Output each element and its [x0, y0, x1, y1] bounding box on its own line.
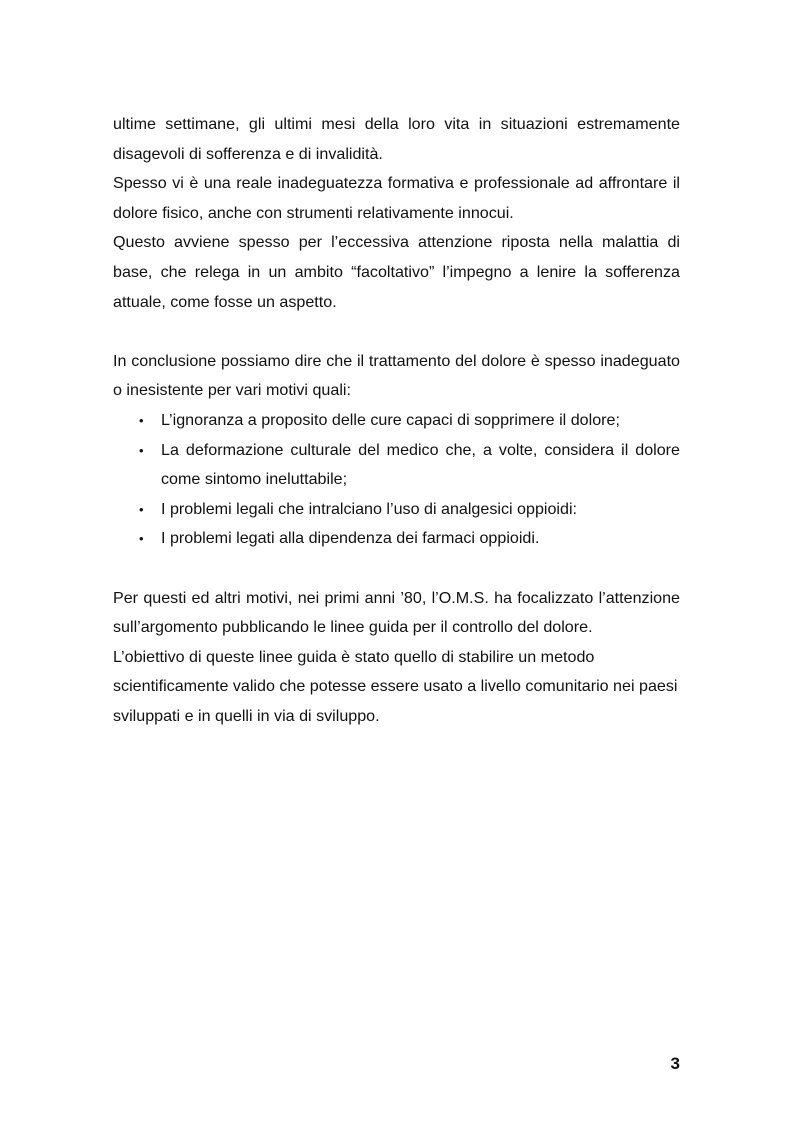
- paragraph-conclusion-intro: In conclusione possiamo dire che il trattamento del dolore è spesso inadeguato o inesistente per vari motivi quali:: [113, 351, 680, 400]
- bullet-icon: •: [139, 501, 144, 517]
- list-item: [113, 495, 680, 525]
- paragraph-spacer: [113, 317, 680, 347]
- bullet-icon: •: [139, 442, 144, 458]
- list-item-text: I problemi legali che intralciano l’uso di analgesici oppioidi:: [161, 499, 577, 518]
- list-item: [113, 406, 680, 436]
- body-text: [113, 110, 680, 731]
- reasons-list: [113, 406, 680, 554]
- paragraph-oms: Per questi ed altri motivi, nei primi anni ’80, l’O.M.S. ha focalizzato l’attenzione sull’argomento pubblicando le linee guida per il controllo del dolore.: [113, 588, 680, 637]
- list-item: [113, 524, 680, 554]
- bullet-icon: •: [139, 412, 144, 428]
- page-number: 3: [670, 1054, 680, 1073]
- list-item-text: La deformazione culturale del medico che, a volte, considera il dolore come sintomo ineluttabile;: [161, 440, 680, 489]
- paragraph-attention: Questo avviene spesso per l’eccessiva attenzione riposta nella malattia di base, che relega in un ambito “facoltativo” l’impegno a lenire la sofferenza attuale, come fosse un aspetto.: [113, 233, 680, 311]
- bullet-icon: •: [139, 531, 144, 547]
- list-item: [113, 436, 680, 495]
- paragraph-inadequacy: Spesso vi è una reale inadeguatezza formativa e professionale ad affrontare il dolore fisico, anche con strumenti relativamente innocui.: [113, 174, 680, 222]
- paragraph-spacer: [113, 554, 680, 584]
- list-item-text: L’ignoranza a proposito delle cure capaci di sopprimere il dolore;: [161, 410, 620, 429]
- paragraph-suffering: ultime settimane, gli ultimi mesi della loro vita in situazioni estremamente disagevoli di sofferenza e di invalidità.: [113, 115, 680, 163]
- list-item-text: I problemi legati alla dipendenza dei farmaci oppioidi.: [161, 529, 540, 548]
- paragraph-guidelines: L’obiettivo di queste linee guida è stato quello di stabilire un metodo scientificamente valido che potesse essere usato a livello comunitario nei paesi sviluppati e in quelli in via di sviluppo.: [113, 647, 678, 725]
